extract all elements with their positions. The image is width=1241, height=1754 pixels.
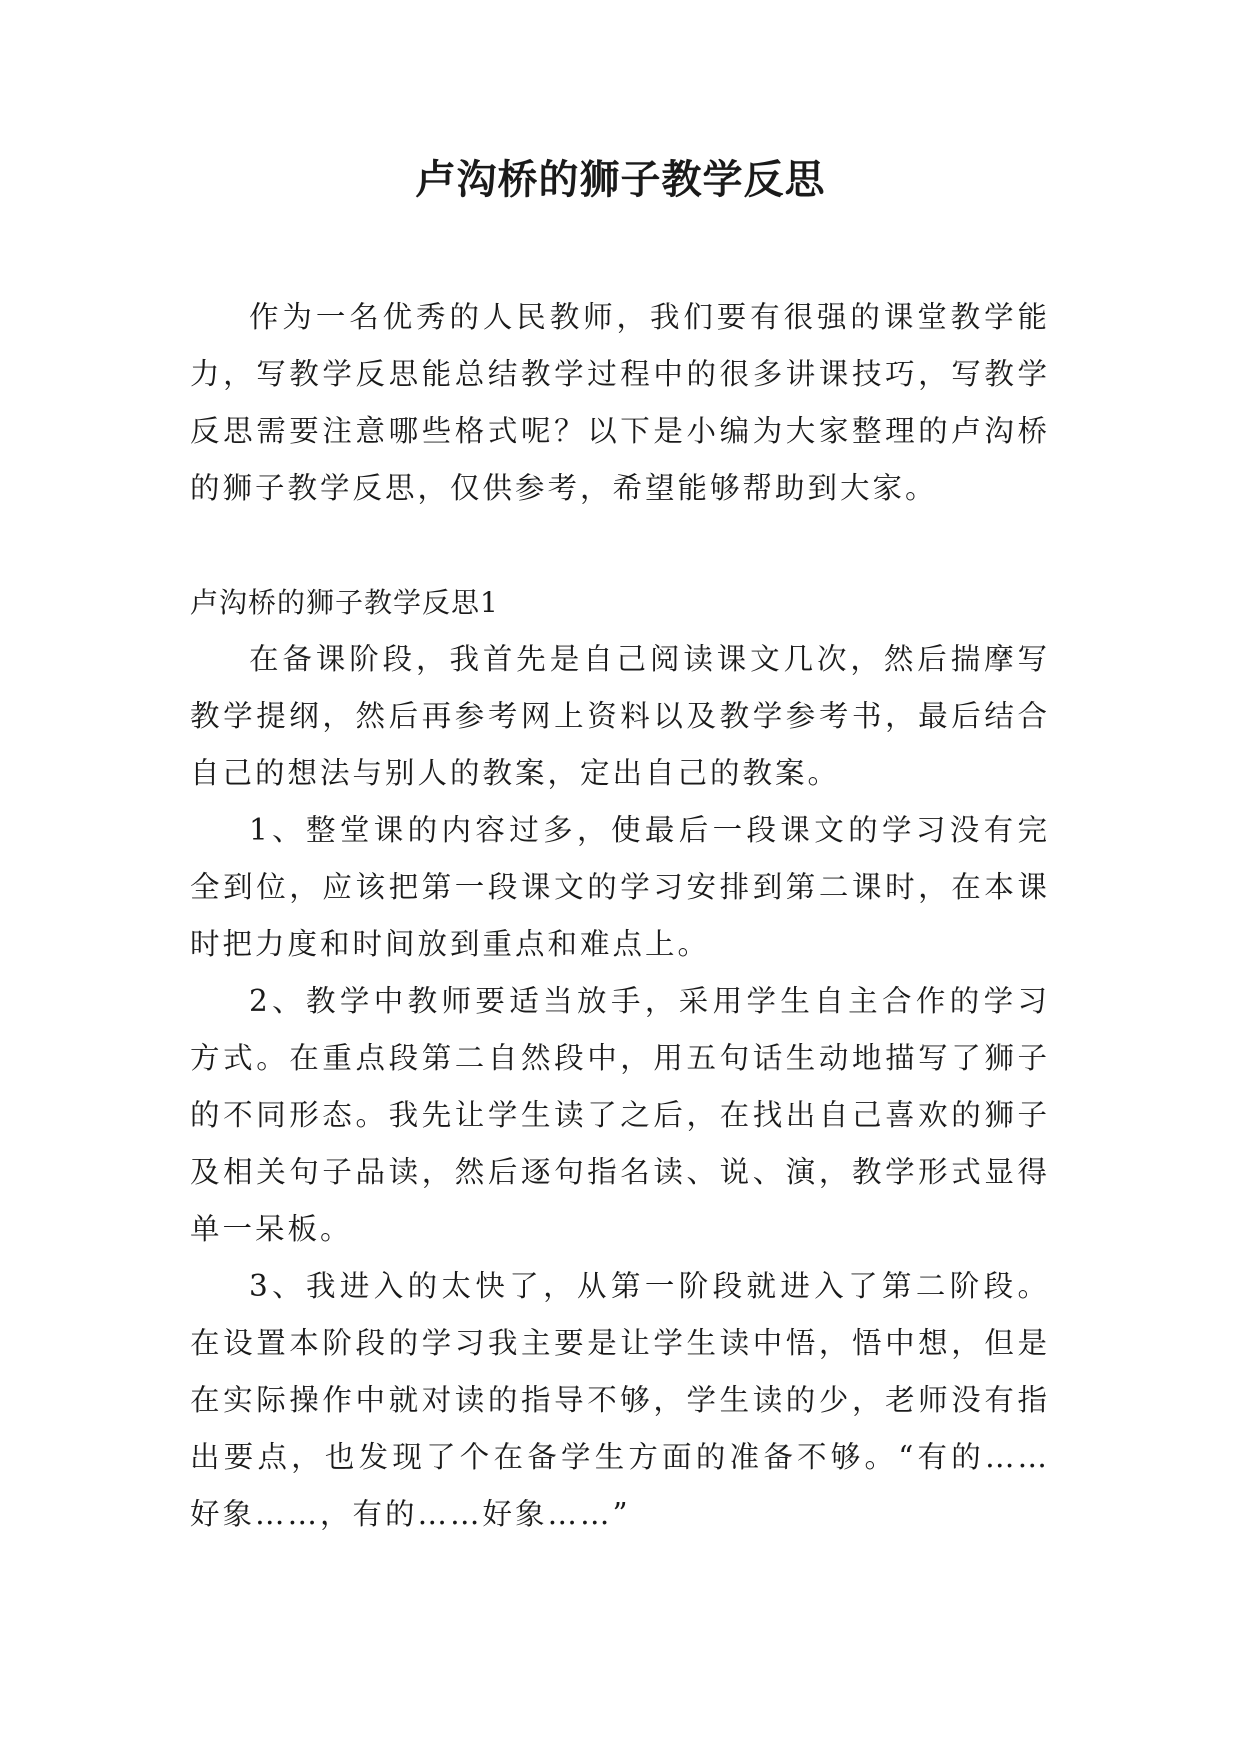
body-paragraph: 3、我进入的太快了，从第一阶段就进入了第二阶段。在设置本阶段的学习我主要是让学生读中悟，悟中想，但是在实际操作中就对读的指导不够，学生读的少，老师没有指出要点，也发现了个在备学生方面的准备不够。“有的……好象……，有的……好象……” [190,1269,1050,1531]
body-paragraph: 在备课阶段，我首先是自己阅读课文几次，然后揣摩写教学提纲，然后再参考网上资料以及教学参考书，最后结合自己的想法与别人的教案，定出自己的教案。 [190,642,1050,790]
intro-paragraph: 作为一名优秀的人民教师，我们要有很强的课堂教学能力，写教学反思能总结教学过程中的很多讲课技巧，写教学反思需要注意哪些格式呢？以下是小编为大家整理的卢沟桥的狮子教学反思，仅供参考，希望能够帮助到大家。 [190,300,1050,505]
body-paragraph: 1、整堂课的内容过多，使最后一段课文的学习没有完全到位，应该把第一段课文的学习安排到第二课时，在本课时把力度和时间放到重点和难点上。 [190,813,1050,961]
body-paragraph: 2、教学中教师要适当放手，采用学生自主合作的学习方式。在重点段第二自然段中，用五句话生动地描写了狮子的不同形态。我先让学生读了之后，在找出自己喜欢的狮子及相关句子品读，然后逐句指名读、说、演，教学形式显得单一呆板。 [190,984,1050,1246]
document-body [190,289,1050,1543]
page-title: 卢沟桥的狮子教学反思 [415,156,826,203]
section-heading: 卢沟桥的狮子教学反思1 [190,586,499,619]
